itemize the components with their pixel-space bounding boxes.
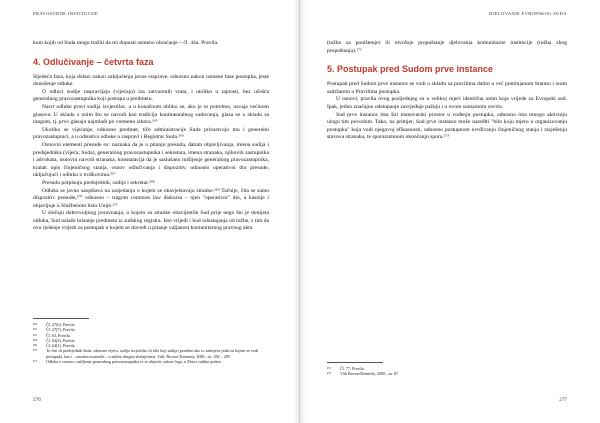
footnote-text: Čl. 27(6), Pravila. (46, 322, 76, 327)
left-paragraph: Osnovni elementi presude su: naznaka da je u pitanju presuda, datum objavljivanja, imena sudija i predsjednika (vijeća; Suda), generalnog pravozastupnika i sekretara, imena stranaka, njihovih zastupnika i advokata, osnovni navodi stranaka, konstatacija da je saslušano mišljenje generalnog pravozastupnika, kratak opis činjeničnog stanja, osnov odlučivanja i dispozitiv, odnosno operativni dio presude, uključujući i odluku o troškovima.²⁶⁷ (33, 141, 269, 179)
left-page-content (33, 40, 269, 233)
footnote-number: ²⁶⁸ (33, 337, 38, 343)
left-paragraph: U slučaju dobrovoljnog poravnanja, o kojem su stranke obavijestile Sud prije nego što je donijeta odluka, Sud nalaže brisanje predmeta iz sudskog registra. Isto vrijedi i kod odustajanja od tužbe, s tim da ovo rješenje vrijedi za postupak u kojem se dovodi u pitanje valjanost komunitarnog pravnog akta (33, 210, 269, 232)
footnote-text: Odluka o statusu i mišljenje generalnog pravozastupnika će se objaviti, nakon čega, u Zbirci sudske prakse. (46, 359, 222, 365)
right-paragraph: Sud prve instance ima širi manevarski prostor u vođenju postupka, odnosno ima mnogo aktivniju ulogu tim povodom. Tako, na primjer, Sud prve instance može naređiti "bilo koju mjeru u organizovanju postupka" koja vodi njegovoj efikasnosti, odnosno postupnom uvrđivanju činjeničnog stanja i razješenju stavova stranaka, te sporazumnom okončanju spora.²⁷³ (327, 111, 567, 141)
right-running-head: DJELOVANJE EVROPSKOG SUDA (489, 11, 567, 16)
footnote-number: ²⁶⁹ (33, 343, 38, 349)
left-running-head: PRAVOSUDNE INSTITUCIJE (33, 11, 99, 16)
footnote-text: Čl. 64(1), Pravila. (46, 343, 76, 349)
section-heading-5: 5. Postupak pred Sudom prve instance (327, 64, 494, 75)
footnote-text: Vidi Brown/Kennedy, 2000., str. 87. (340, 371, 400, 377)
page-number-left: 276 (33, 397, 41, 403)
left-paragraph: Nacrt odluke pravi sudija izvjestilac, a u konačnom obliku se, ako je to potrebno, usvaja većinom glasova. U skladu s onim što se navodi kao tradicija kontinentalnog sudovanja, glasa se u skladu sa rangom, tj. prvo glasaju najmlađi po vremenu izbora.²⁶⁵ (33, 103, 269, 126)
footnote-number: ²⁶⁷ (33, 332, 38, 338)
right-footnotes (327, 362, 567, 377)
left-paragraph: Sljedeća faza, koja dolazi nakon zaključenja javne rasprave, odnosno nakon usmene faze postupka, jeste donošenje odluke. (33, 73, 269, 88)
footnote (33, 348, 269, 359)
footnote-number: ²⁷² (327, 366, 331, 371)
footnote (33, 359, 269, 364)
footnote-text: Čl. 77, Pravila. (340, 366, 365, 371)
footnote-text: Čl. 64(2), Pravila. (46, 337, 76, 343)
footnote-number: ²⁷⁰ (33, 348, 38, 354)
left-paragraph: Ukoliko se vijećanje, odnosno predmet, tiče administracije Suda prisustvuju mu i generalni pravozastupnici, a u odsustvu odluke u raspravi i Registrar Suda.²⁶⁶ (33, 126, 269, 141)
right-intro-paragraph: (tužba za poništenje) ili utvrđuje propuštanje djelovanja komunitarne institucije (tužba zbog propuštanja).²⁷² (327, 40, 567, 54)
footnote-number: ²⁶⁶ (33, 327, 38, 333)
right-paragraph: Postupak pred Sudom prve instance se vodi u skladu sa pravilima datim u već pominjanom Statutu i onim sadržanim u Pravilima postupka. (327, 81, 567, 95)
footnote-rule (327, 362, 383, 363)
footnote-rule (33, 318, 89, 319)
footnote (327, 371, 567, 376)
left-intro-paragraph: kom kojih od Suda mogu tražiti da mi dopusti usmeno obraćanje – čl. 44a. Pravila. (33, 40, 219, 46)
left-paragraph: Odluka se javno saopštava na zasjedanju o kojem se obavještavaju stranke.²⁶⁹ Tačnije, čita se samo dispozitiv presude,²⁷⁰ odnosno – tragom common law diskursa – njen "operativni" dio, a kasnije i objavljuje u Službenom listu Unije.²⁷¹ (33, 187, 269, 209)
left-footnotes (33, 318, 269, 364)
left-paragraph: Presudu potpisuju predsjednik, sudije i sekretar.²⁶⁸ (42, 179, 155, 186)
footnote-number: ²⁷³ (327, 371, 331, 377)
page-number-right: 277 (559, 397, 567, 403)
left-paragraph: O odluci sudije raspravljaju (vijećaju) iza zatvorenih vrata, i utoliko u tajnosti, bez učešća generalnog pravozastupnika koji postupa u predmetu. (33, 88, 269, 103)
footnote-number: ²⁶⁵ (33, 322, 38, 327)
right-page (300, 0, 600, 423)
section-heading-4: 4. Odlučivanje – četvrta faza (33, 56, 154, 67)
right-page-content (327, 40, 567, 142)
footnote-number: ²⁷¹ (33, 359, 37, 365)
footnote-text: Čl. 27(7), Pravila. (46, 327, 76, 333)
footnote-text: Čl. 63, Pravila. (46, 332, 71, 338)
right-paragraph: U osnovi, pravila ovog posljednjeg su u velikoj mjeri identična onim koja vrijede za Evropski sud. Ipak, jedno značajno odstupanje zavrjeđuje pažnju i u ovom sumarnom osvrtu. (327, 96, 567, 110)
footnote-text: To čini ili predsjednik Suda, odnosno vijeća, sudija izvjestilac ili bilo koji sudija (posebno ako to zahtijeva jezik na kojem se vodi postupak), kao i – mutatis mutandis – u nekim drugim slučajevima. Vidi: Brown/ Kennedy, 2000., str. 284 – 285. (46, 348, 259, 359)
